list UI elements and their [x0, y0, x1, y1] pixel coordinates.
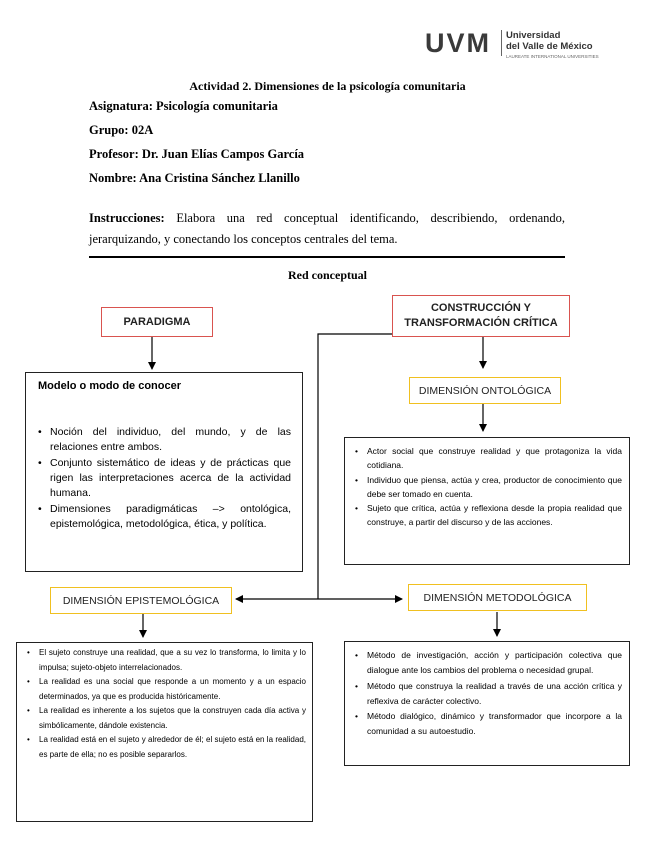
document-title: Actividad 2. Dimensiones de la psicología comunitaria	[189, 79, 466, 93]
logo-mark: UVM	[425, 28, 491, 58]
epistemologica-list	[27, 646, 306, 762]
epistemologica-node	[50, 587, 232, 614]
list-item: • Conjunto sistemático de ideas y de prácticas que rigen las interpretaciones acerca de la actividad humana.	[38, 456, 291, 501]
logo-line-1: Universidad	[506, 30, 561, 41]
paradigma-box-title: Modelo o modo de conocer	[38, 380, 182, 392]
logo-line-3: LAUREATE INTERNATIONAL UNIVERSITIES	[506, 54, 599, 59]
paradigma-list	[38, 425, 291, 532]
list-item: • Método de investigación, acción y participación colectiva que dialogue ante los cambios del problema o necesidad grupal.	[355, 648, 622, 679]
list-item: • Dimensiones paradigmáticas –> ontológica, epistemológica, metodológica, ética, y política.	[38, 502, 291, 532]
list-item: • Individuo que piensa, actúa y crea, productor de conocimiento que debe ser tomado en cuenta.	[355, 473, 622, 502]
list-item: • La realidad es inherente a los sujetos que la construyen cada día activa y simbólicamente, dándole existencia.	[27, 704, 306, 733]
metodologica-node	[408, 584, 587, 611]
paradigma-node	[101, 307, 213, 337]
profesor: Profesor: Dr. Juan Elías Campos García	[89, 147, 305, 161]
list-item: • La realidad es una social que responde a un momento y a un espacio determinados, ya que es producida históricamente.	[27, 675, 306, 704]
ontologica-box	[344, 437, 630, 565]
map-title: Red conceptual	[288, 268, 367, 282]
construccion-label-2: TRANSFORMACIÓN CRÍTICA	[404, 317, 558, 329]
metodologica-list	[355, 648, 622, 740]
paradigma-box	[25, 372, 303, 572]
construccion-label-1: CONSTRUCCIÓN Y	[430, 302, 532, 314]
metodologica-label: DIMENSIÓN METODOLÓGICA	[423, 591, 572, 604]
nombre: Nombre: Ana Cristina Sánchez Llanillo	[89, 171, 300, 185]
list-item: • Sujeto que crítica, actúa y reflexiona desde la propia realidad que construye, a partir del discurso y de las acciones.	[355, 501, 622, 530]
logo-line-2: del Valle de México	[506, 41, 593, 52]
instructions-label: Instrucciones:	[89, 211, 165, 225]
list-item: • La realidad está en el sujeto y alrededor de él; el sujeto está en la realidad, es parte de ella; no es posible separarlos.	[27, 733, 306, 762]
list-item: • Noción del individuo, del mundo, y de las relaciones entre ambos.	[38, 425, 291, 455]
ontologica-list	[355, 444, 622, 530]
list-item: • El sujeto construye una realidad, que a su vez lo transforma, lo limita y lo impulsa; sujeto-objeto interrelacionados.	[27, 646, 306, 675]
list-item: • Método que construya la realidad a través de una acción crítica y reflexiva de carácter colectivo.	[355, 679, 622, 710]
ontologica-label: DIMENSIÓN ONTOLÓGICA	[418, 384, 552, 397]
construccion-node	[392, 295, 570, 337]
asignatura: Asignatura: Psicología comunitaria	[89, 99, 278, 113]
list-item: • Método dialógico, dinámico y transformador que incorpore a la comunidad a su autoestudio.	[355, 709, 622, 740]
grupo: Grupo: 02A	[89, 123, 154, 137]
paradigma-label: PARADIGMA	[123, 316, 191, 328]
list-item: • Actor social que construye realidad y que protagoniza la vida cotidiana.	[355, 444, 622, 473]
epistemologica-label: DIMENSIÓN EPISTEMOLÓGICA	[62, 594, 220, 607]
ontologica-node	[409, 377, 561, 404]
metodologica-box	[344, 641, 630, 766]
epistemologica-box	[16, 642, 313, 822]
instructions-text: Elabora una red conceptual identificando, describiendo, ordenando, jerarquizando, y conectando los conceptos centrales del tema.	[89, 211, 565, 246]
